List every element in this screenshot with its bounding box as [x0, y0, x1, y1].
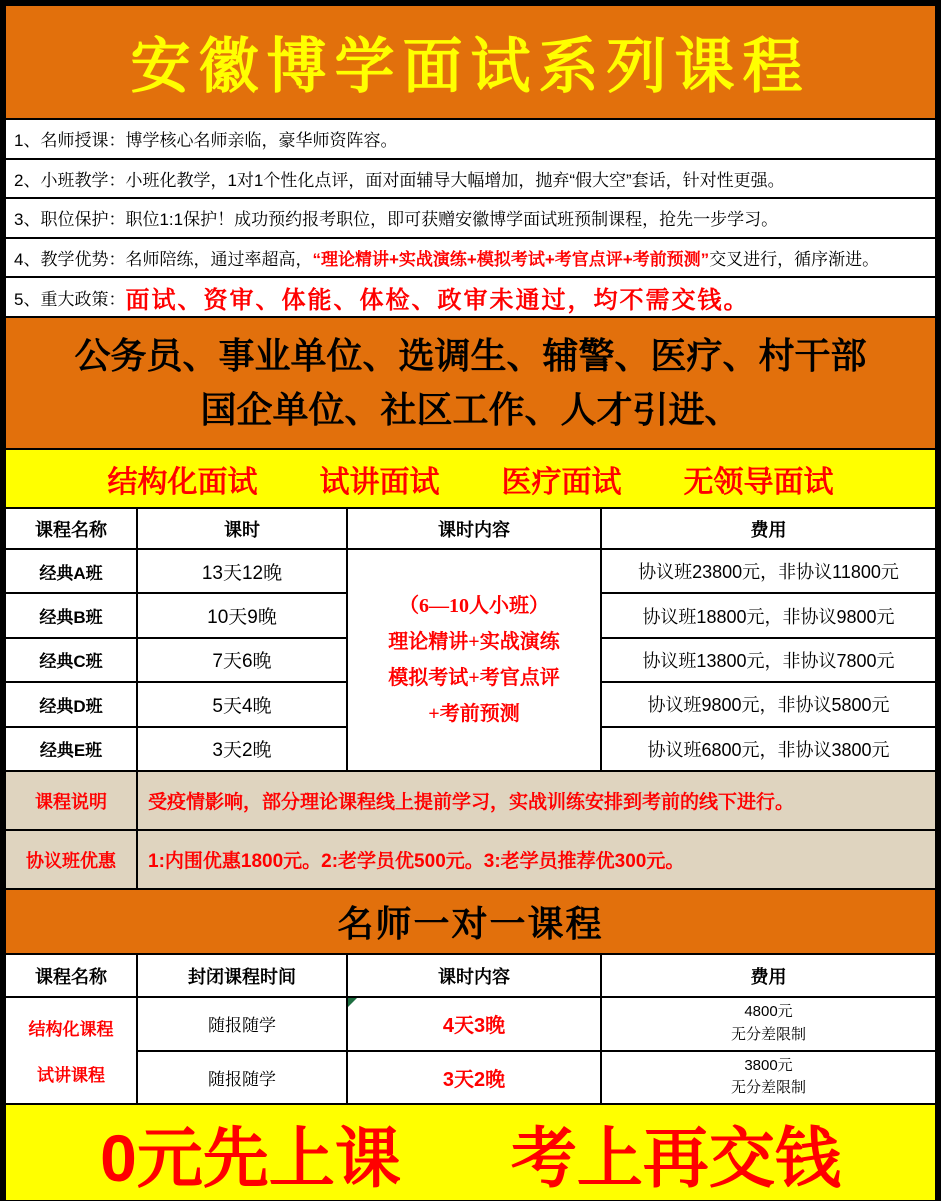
course-description-label: 课程说明 — [6, 772, 138, 829]
course-description-text: 受疫情影响，部分理论课程线上提前学习，实战训练安排到考前的线下进行。 — [148, 792, 795, 813]
audience-line-2: 国企单位、社区工作、人才引进、 — [200, 389, 741, 430]
feature-row-2 — [6, 160, 935, 200]
course-table-header-name: 课程名称 — [6, 509, 138, 550]
course-description-row — [6, 772, 935, 831]
one-on-one-table — [6, 955, 935, 1105]
oo-fee-2 — [602, 1052, 935, 1106]
feature-row-1 — [6, 120, 935, 160]
oo-time-2: 随报随学 — [138, 1052, 348, 1106]
interview-types-strip — [6, 450, 935, 509]
oo-content-1 — [348, 998, 602, 1052]
class-name-e: 经典E班 — [6, 728, 138, 772]
course-table — [6, 509, 935, 772]
oo-course-names-merged-cell — [6, 998, 138, 1105]
poster-title: 安徽博学面试系列课程 — [130, 34, 811, 100]
discount-row — [6, 831, 935, 890]
class-hours-d: 5天4晚 — [138, 683, 348, 727]
feature-list — [6, 120, 935, 318]
oo-content-1-text: 4天3晚 — [442, 1015, 506, 1038]
oo-fee-2-note: 无分差限制 — [730, 1079, 806, 1097]
class-hours-a: 13天12晚 — [138, 550, 348, 594]
interview-type-lecture: 试讲面试 — [319, 465, 440, 499]
oo-fee-1-note: 无分差限制 — [730, 1025, 806, 1043]
class-fee-c: 协议班13800元，非协议7800元 — [602, 639, 935, 683]
oo-course-lecture: 试讲课程 — [37, 1066, 105, 1086]
class-name-c: 经典C班 — [6, 639, 138, 683]
class-name-b: 经典B班 — [6, 594, 138, 638]
course-content-line-3: 模拟考试+考官点评 — [388, 667, 560, 689]
oo-content-2-text: 3天2晚 — [442, 1068, 506, 1091]
feature-row-4 — [6, 239, 935, 279]
poster-header — [6, 6, 935, 120]
course-content-line-2: 理论精讲+实战演练 — [388, 631, 560, 653]
footer-slogan — [6, 1105, 935, 1200]
oo-header-name: 课程名称 — [6, 955, 138, 998]
interview-type-leaderless: 无领导面试 — [683, 465, 834, 499]
class-fee-b: 协议班18800元，非协议9800元 — [602, 594, 935, 638]
oo-time-1: 随报随学 — [138, 998, 348, 1052]
course-table-header-hours: 课时 — [138, 509, 348, 550]
feature-text: 交叉进行，循序渐进。 — [709, 250, 880, 270]
interview-type-medical: 医疗面试 — [501, 465, 622, 499]
footer-slogan-left: 0元先上课 — [100, 1121, 401, 1195]
course-content-line-4: +考前预测 — [428, 703, 520, 725]
course-table-header-fee: 费用 — [602, 509, 935, 550]
feature-text: 4、教学优势：名师陪练，通过率超高， — [14, 250, 313, 270]
oo-content-2 — [348, 1052, 602, 1106]
audience-banner — [6, 318, 935, 450]
oo-course-structured: 结构化课程 — [28, 1019, 114, 1039]
class-fee-a: 协议班23800元，非协议11800元 — [602, 550, 935, 594]
cell-note-triangle-icon — [348, 998, 357, 1007]
oo-fee-2-amount: 3800元 — [744, 1056, 793, 1074]
feature-text: 2、小班教学：小班化教学，1对1个性化点评，面对面辅导大幅增加，抛弃“假大空”套话，针对性更强。 — [14, 170, 785, 190]
feature-text: 5、重大政策： — [14, 289, 126, 309]
class-name-a: 经典A班 — [6, 550, 138, 594]
footer-slogan-right: 考上再交钱 — [510, 1121, 841, 1195]
oo-header-time: 封闭课程时间 — [138, 955, 348, 998]
feature-text: 1、名师授课：博学核心名师亲临，豪华师资阵容。 — [14, 131, 398, 151]
class-hours-c: 7天6晚 — [138, 639, 348, 683]
feature-row-5 — [6, 278, 935, 318]
class-fee-d: 协议班9800元，非协议5800元 — [602, 683, 935, 727]
class-fee-e: 协议班6800元，非协议3800元 — [602, 728, 935, 772]
discount-label: 协议班优惠 — [6, 831, 138, 888]
oo-header-content: 课时内容 — [348, 955, 602, 998]
one-on-one-banner: 名师一对一课程 — [6, 890, 935, 955]
discount-text: 1:内围优惠1800元。2:老学员优500元。3:老学员推荐优300元。 — [148, 851, 685, 872]
oo-fee-1-amount: 4800元 — [744, 1003, 793, 1021]
feature-text: 3、职位保护：职位1:1保护！成功预约报考职位，即可获赠安徽博学面试班预制课程，抢先一步学习。 — [14, 210, 779, 230]
course-content-merged-cell — [348, 550, 602, 772]
feature-row-3 — [6, 199, 935, 239]
course-table-header-content: 课时内容 — [348, 509, 602, 550]
oo-fee-1 — [602, 998, 935, 1052]
feature-highlight: “理论精讲+实战演练+模拟考试+考官点评+考前预测” — [312, 250, 710, 270]
oo-header-fee: 费用 — [602, 955, 935, 998]
interview-type-structured: 结构化面试 — [107, 465, 258, 499]
class-hours-b: 10天9晚 — [138, 594, 348, 638]
class-name-d: 经典D班 — [6, 683, 138, 727]
class-hours-e: 3天2晚 — [138, 728, 348, 772]
audience-line-1: 公务员、事业单位、选调生、辅警、医疗、村干部 — [74, 335, 867, 376]
course-content-line-1: （6—10人小班） — [399, 595, 549, 617]
feature-highlight: 面试、资审、体能、体检、政审未通过，均不需交钱。 — [125, 287, 750, 314]
